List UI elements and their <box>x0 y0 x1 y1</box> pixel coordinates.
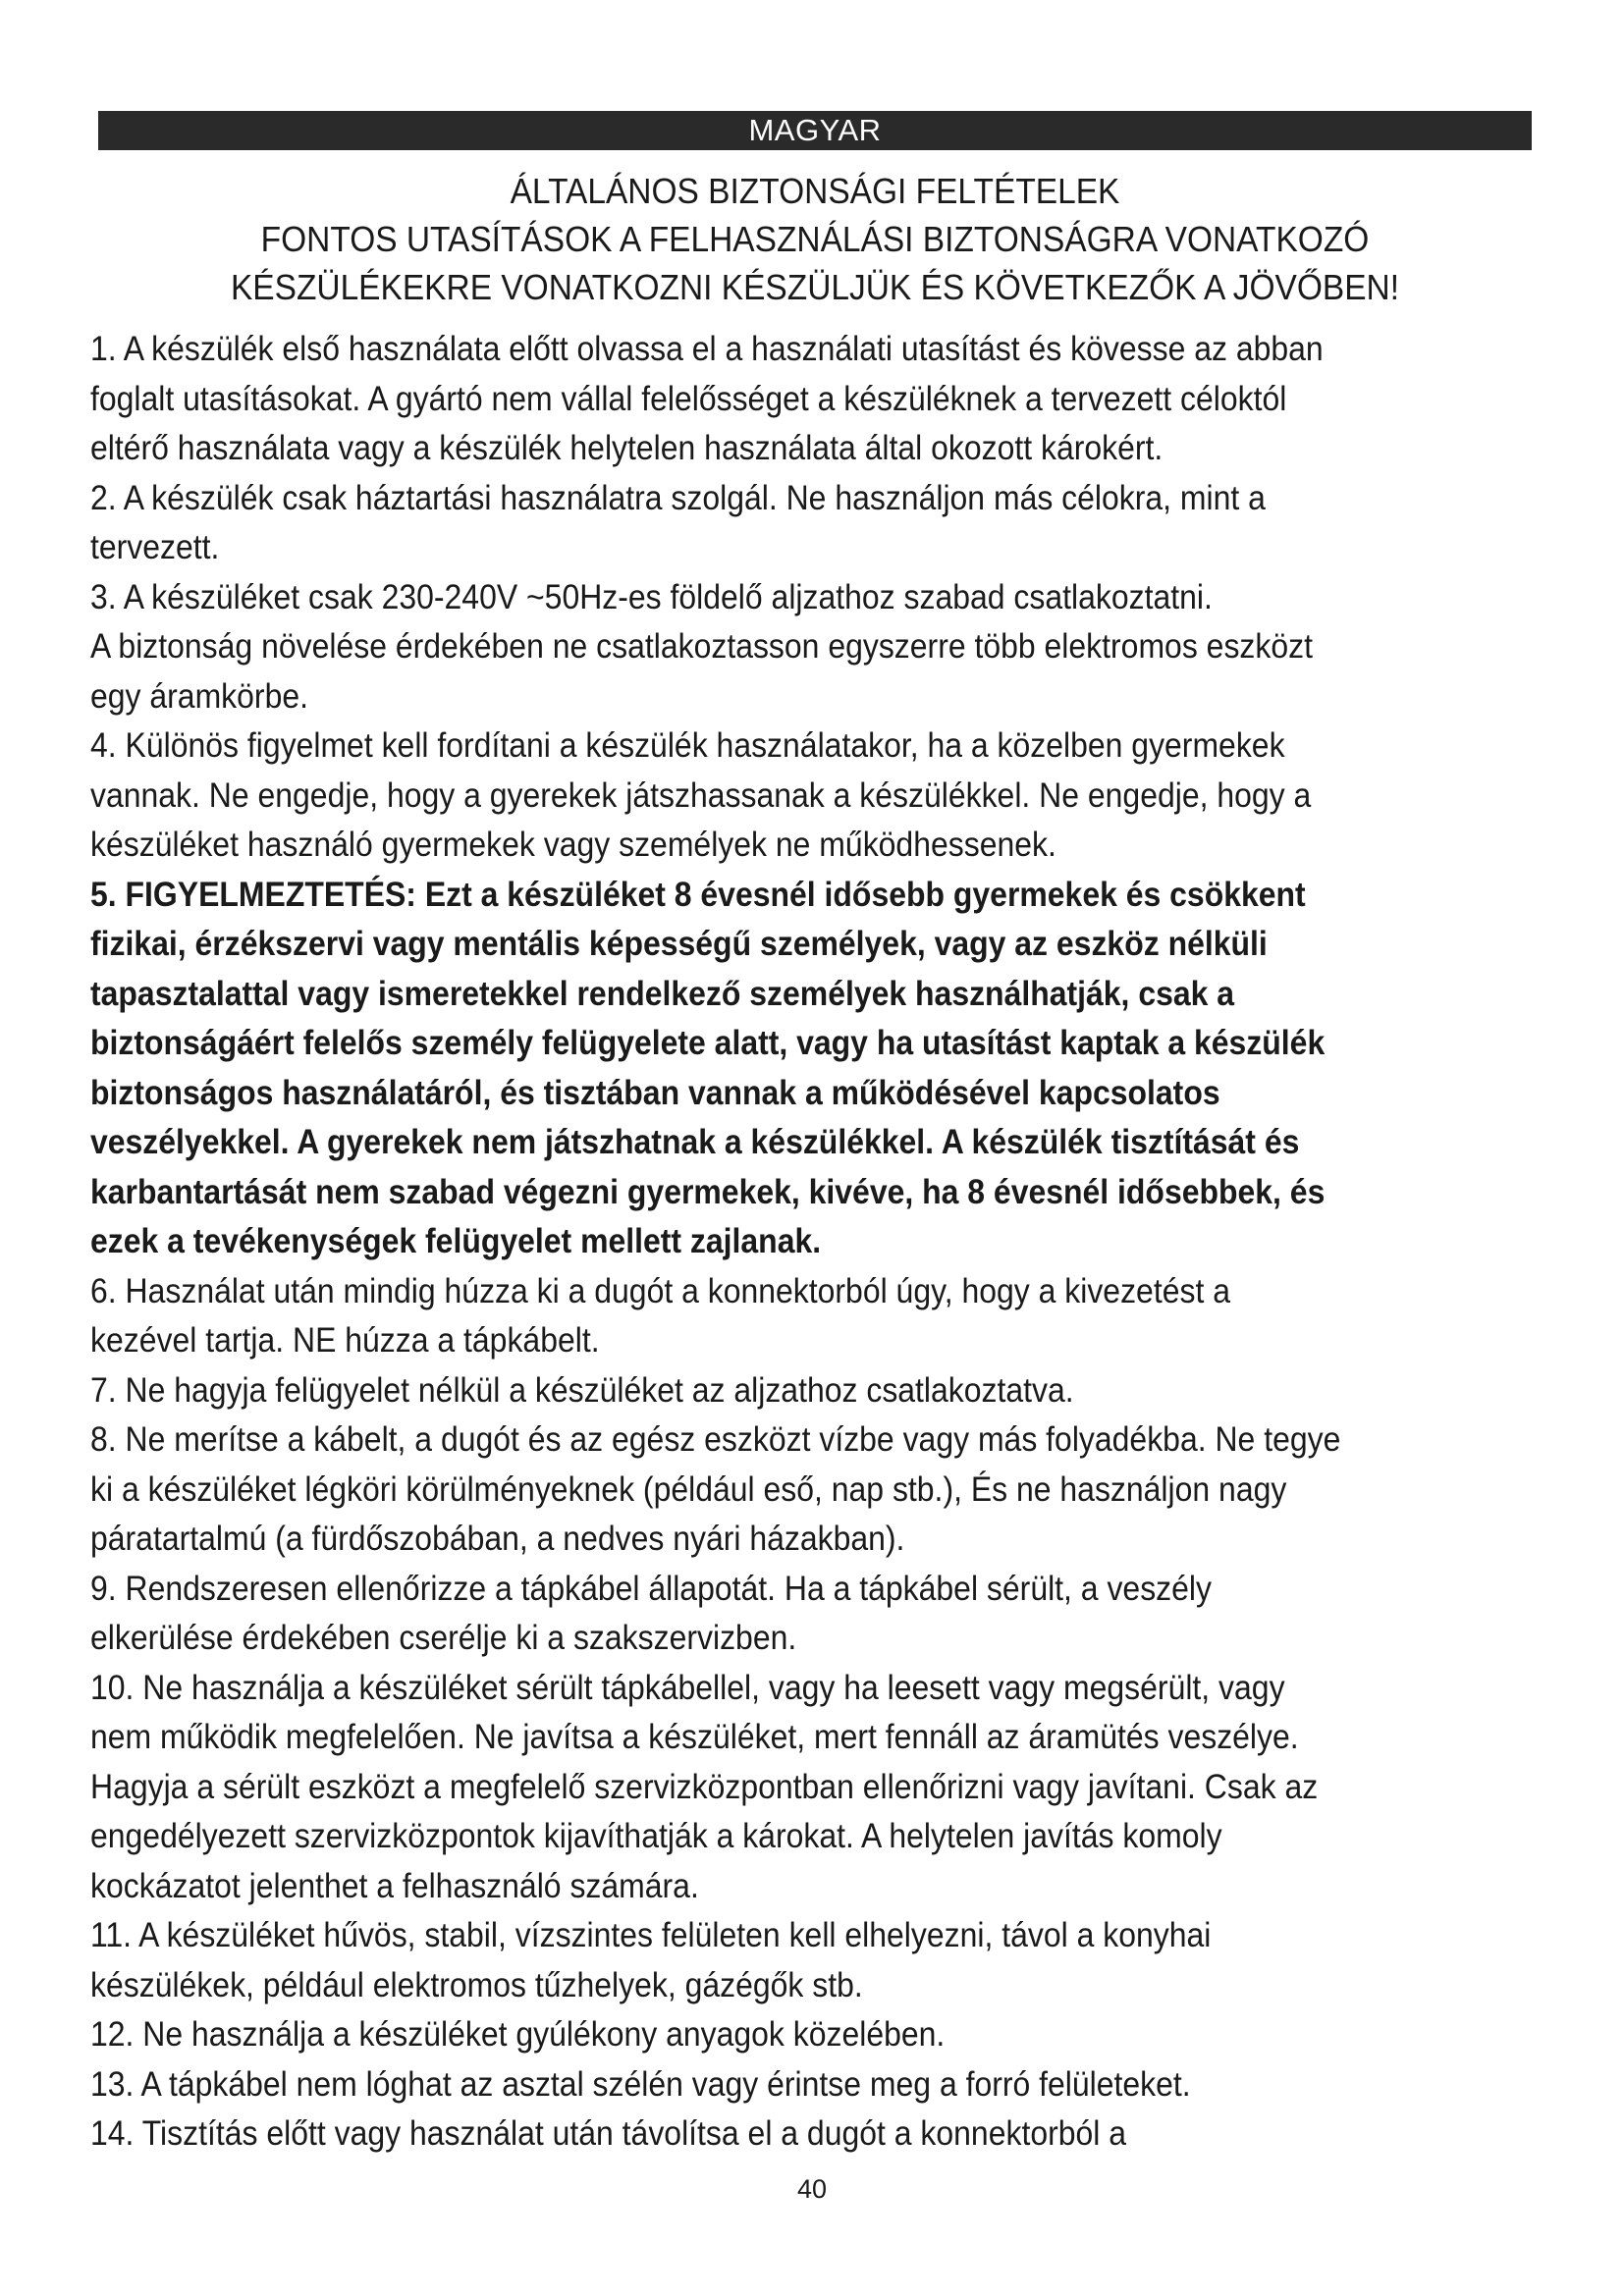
instruction-item <box>90 1266 1593 1365</box>
instruction-line: biztonságos használatáról, és tisztában vannak a működésével kapcsolatos <box>90 1072 1220 1112</box>
safety-instructions-list <box>90 324 1593 2159</box>
instruction-line: 6. Használat után mindig húzza ki a dugót a konnektorból úgy, hogy a kivezetést a <box>90 1270 1230 1310</box>
instruction-line: 9. Rendszeresen ellenőrizze a tápkábel állapotát. Ha a tápkábel sérült, a veszély <box>90 1568 1213 1608</box>
instruction-item <box>90 1415 1593 1564</box>
instruction-line: kezével tartja. NE húzza a tápkábelt. <box>90 1320 600 1360</box>
instruction-line: páratartalmú (a fürdőszobában, a nedves nyári házakban). <box>90 1519 905 1558</box>
instruction-line: vannak. Ne engedje, hogy a gyerekek játszhassanak a készülékkel. Ne engedje, hogy a <box>90 774 1312 815</box>
instruction-line: 4. Különös figyelmet kell fordítani a készülék használatakor, ha a közelben gyermekek <box>90 725 1285 765</box>
instruction-line: 14. Tisztítás előtt vagy használat után távolítsa el a dugót a konnektorból a <box>90 2113 1127 2153</box>
instruction-line: Hagyja a sérült eszközt a megfelelő szervizközpontban ellenőrizni vagy javítani. Csak az <box>90 1766 1319 1806</box>
instruction-line: ki a készüléket légköri körülményeknek (például eső, nap stb.), És ne használjon nagy <box>90 1468 1287 1509</box>
instruction-line: 8. Ne merítse a kábelt, a dugót és az egész eszközt vízbe vagy más folyadékba. Ne tegye <box>90 1419 1341 1459</box>
instruction-line: 12. Ne használja a készüléket gyúlékony anyagok közelében. <box>90 2014 946 2054</box>
instruction-item <box>90 2059 1593 2109</box>
instruction-line: tapasztalattal vagy ismeretekkel rendelkező személyek használhatják, csak a <box>90 973 1235 1013</box>
instruction-item <box>90 473 1593 572</box>
instruction-item <box>90 1910 1593 2009</box>
instruction-line: 11. A készüléket hűvös, stabil, vízszintes felületen kell elhelyezni, távol a konyhai <box>90 1915 1212 1954</box>
instruction-line: 5. FIGYELMEZTETÉS: Ezt a készüléket 8 évesnél idősebb gyermekek és csökkent <box>90 874 1306 914</box>
section-title: ÁLTALÁNOS BIZTONSÁGI FELTÉTELEK <box>510 171 1120 211</box>
instruction-line: veszélyekkel. A gyerekek nem játszhatnak a készülékkel. A készülék tisztítását és <box>90 1122 1300 1161</box>
instruction-line: tervezett. <box>90 527 220 566</box>
instruction-item <box>90 1365 1593 1415</box>
section-subtitle-line-2: KÉSZÜLÉKEKRE VONATKOZNI KÉSZÜLJÜK ÉS KÖVETKEZŐK A JÖVŐBEN! <box>230 267 1400 307</box>
instruction-line: engedélyezett szervizközpontok kijavíthatják a károkat. A helytelen javítás komoly <box>90 1816 1222 1855</box>
instruction-line: nem működik megfelelően. Ne javítsa a készüléket, mert fennáll az áramütés veszélye. <box>90 1717 1299 1756</box>
instruction-line: A biztonság növelése érdekében ne csatlakoztasson egyszerre több elektromos eszközt <box>90 626 1313 666</box>
language-label: MAGYAR <box>748 113 882 147</box>
instruction-item <box>90 721 1593 870</box>
instruction-line: 13. A tápkábel nem lóghat az asztal szélén vagy érintse meg a forró felületeket. <box>90 2063 1191 2104</box>
instruction-item <box>90 1663 1593 1911</box>
instruction-item <box>90 324 1593 473</box>
instruction-line: ezek a tevékenységek felügyelet mellett zajlanak. <box>90 1221 822 1260</box>
warning-paragraph <box>90 870 1593 1266</box>
instruction-line: 3. A készüléket csak 230-240V ~50Hz-es földelő aljzathoz szabad csatlakoztatni. <box>90 576 1213 616</box>
instruction-item <box>90 2109 1593 2159</box>
instruction-line: elkerülése érdekében cserélje ki a szakszervizben. <box>90 1618 797 1657</box>
section-headings <box>98 167 1532 311</box>
instruction-item <box>90 2009 1593 2059</box>
instruction-item <box>90 572 1593 721</box>
instruction-line: fizikai, érzékszervi vagy mentális képességű személyek, vagy az eszköz nélküli <box>90 924 1268 963</box>
page-number: 40 <box>796 2174 828 2204</box>
instruction-line: készülékek, például elektromos tűzhelyek, gázégők stb. <box>90 1964 863 2004</box>
instruction-line: egy áramkörbe. <box>90 675 308 716</box>
section-subtitle-line-1: FONTOS UTASÍTÁSOK A FELHASZNÁLÁSI BIZTONSÁGRA VONATKOZÓ <box>260 219 1370 259</box>
instruction-line: 1. A készülék első használata előtt olvassa el a használati utasítást és kövesse az abban <box>90 329 1324 368</box>
instruction-line: karbantartását nem szabad végezni gyermekek, kivéve, ha 8 évesnél idősebbek, és <box>90 1171 1326 1211</box>
instruction-line: foglalt utasításokat. A gyártó nem vállal felelősséget a készüléknek a tervezett céloktól <box>90 378 1287 418</box>
instruction-line: biztonságáért felelős személy felügyelete alatt, vagy ha utasítást kaptak a készülék <box>90 1023 1326 1062</box>
instruction-line: készüléket használó gyermekek vagy személyek ne működhessenek. <box>90 825 1056 864</box>
instruction-line: 10. Ne használja a készüléket sérült tápkábellel, vagy ha leesett vagy megsérült, vagy <box>90 1667 1285 1707</box>
instruction-line: kockázatot jelenthet a felhasználó számára. <box>90 1865 699 1905</box>
instruction-line: 2. A készülék csak háztartási használatra szolgál. Ne használjon más célokra, mint a <box>90 477 1266 517</box>
instruction-item <box>90 1564 1593 1663</box>
instruction-line: eltérő használata vagy a készülék helytelen használata által okozott károkért. <box>90 428 1164 467</box>
language-header-bar <box>98 111 1532 150</box>
instruction-line: 7. Ne hagyja felügyelet nélkül a készüléket az aljzathoz csatlakoztatva. <box>90 1369 1074 1410</box>
